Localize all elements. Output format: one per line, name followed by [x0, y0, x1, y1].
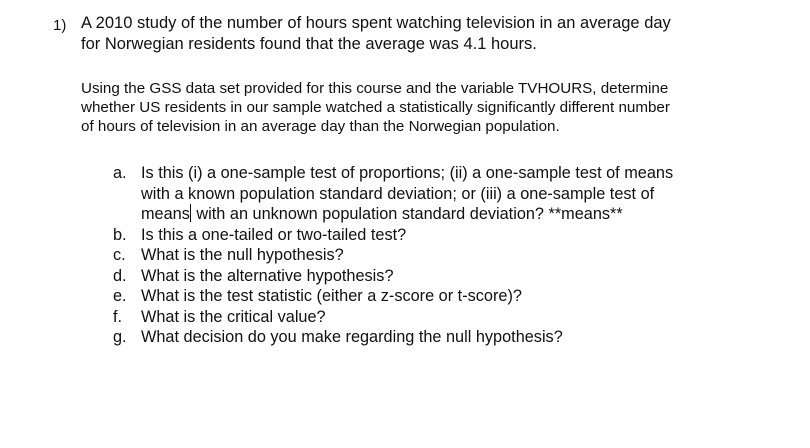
question-number: 1)	[53, 17, 67, 34]
sub-question-text[interactable]: What is the null hypothesis?	[141, 246, 344, 264]
sub-question-letter: c.	[113, 246, 126, 264]
sub-question-text[interactable]: Is this a one-tailed or two-tailed test?	[141, 225, 407, 244]
sub-question-e	[0, 286, 810, 307]
sub-question-letter: a.	[113, 164, 127, 182]
stem-line: A 2010 study of the number of hours spent watching television in an average day	[81, 14, 671, 32]
sub-question-c	[0, 245, 810, 266]
sub-question-line	[141, 204, 673, 225]
sub-question-list	[0, 163, 810, 348]
sub-question-d	[0, 266, 810, 287]
stem-line: for Norwegian residents found that the average was 4.1 hours.	[81, 35, 537, 53]
sub-question-letter: d.	[113, 266, 127, 285]
question-stem	[81, 13, 801, 55]
sub-question-g	[0, 327, 810, 348]
sub-question-line: with a known population standard deviation; or (iii) a one-sample test of	[141, 184, 655, 203]
sub-question-letter: b.	[113, 225, 127, 244]
answer-word: means	[141, 205, 190, 223]
instruction-line: whether US residents in our sample watched a statistically significantly different number	[81, 99, 670, 116]
question-instructions	[81, 79, 801, 136]
sub-question-letter: f.	[113, 307, 123, 326]
sub-question-b	[0, 225, 810, 246]
text-cursor	[190, 204, 191, 222]
sub-question-text[interactable]	[141, 163, 673, 225]
sub-question-f	[0, 307, 810, 328]
sub-question-text[interactable]: What is the critical value?	[141, 307, 326, 326]
sub-question-line: Is this (i) a one-sample test of proportions; (ii) a one-sample test of means	[141, 164, 674, 182]
sub-question-line-rest: with an unknown population standard deviation? **means**	[196, 205, 623, 223]
sub-question-text[interactable]: What is the test statistic (either a z-score or t-score)?	[141, 287, 522, 305]
sub-question-a	[0, 163, 810, 225]
sub-question-letter: g.	[113, 328, 127, 346]
instruction-line: Using the GSS data set provided for this course and the variable TVHOURS, determine	[81, 80, 669, 97]
sub-question-text[interactable]: What is the alternative hypothesis?	[141, 266, 394, 285]
instruction-line: of hours of television in an average day than the Norwegian population.	[81, 118, 560, 135]
sub-question-letter: e.	[113, 287, 127, 305]
sub-question-text[interactable]: What decision do you make regarding the null hypothesis?	[141, 328, 563, 346]
